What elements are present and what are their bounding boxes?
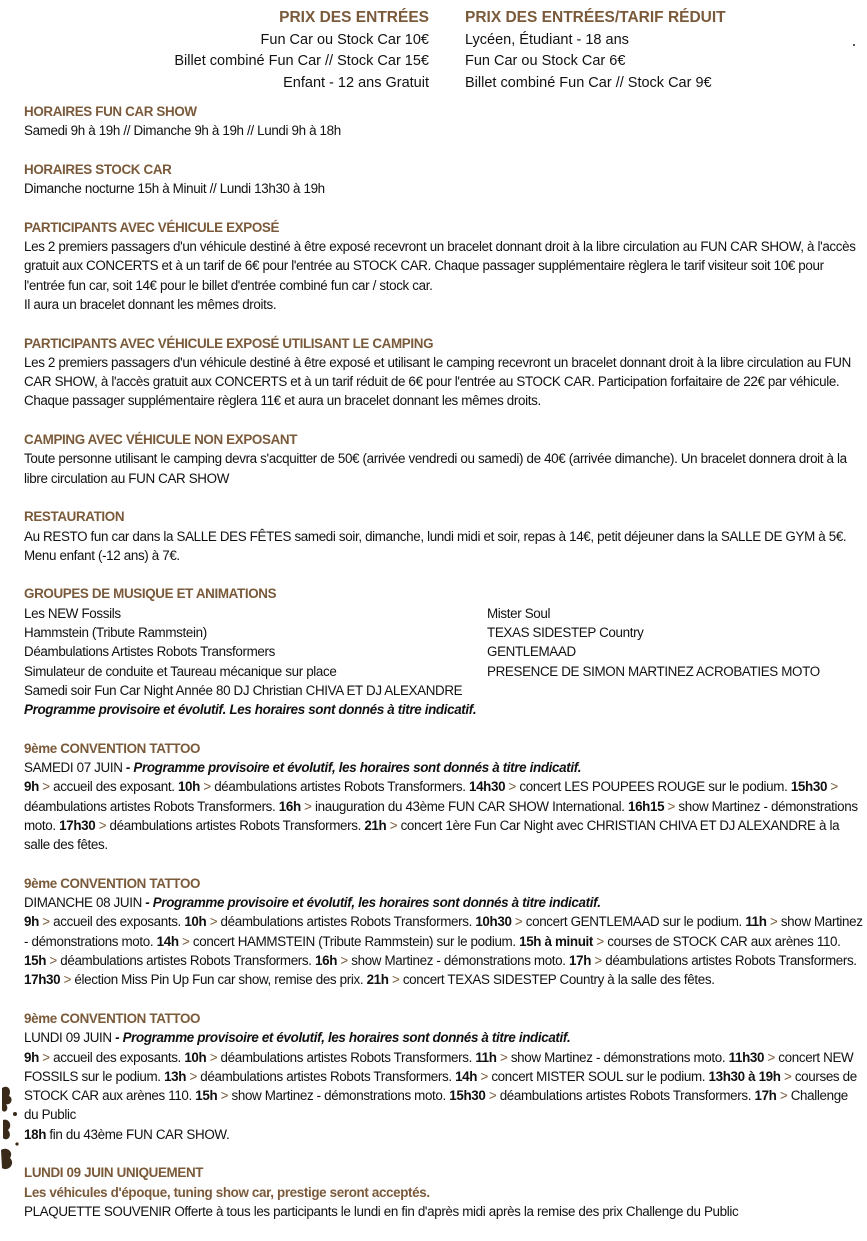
arrow-icon: > (38, 1049, 50, 1065)
schedule-text: concert HAMMSTEIN (Tribute Rammstein) sur le podium. (189, 933, 520, 949)
section-title: RESTAURATION (24, 509, 125, 525)
music-item: Samedi soir Fun Car Night Année 80 DJ Christian CHIVA ET DJ ALEXANDRE (24, 682, 463, 698)
arrow-icon: > (337, 953, 348, 969)
schedule-text: déambulations artistes Robots Transformers. (601, 953, 857, 969)
schedule-text: show Martinez - démonstrations moto. (347, 953, 570, 969)
arrow-icon: > (485, 1088, 497, 1104)
schedule-text: concert LES POUPEES ROUGE sur le podium. (516, 779, 791, 795)
arrow-icon: > (38, 914, 50, 930)
section-title: HORAIRES FUN CAR SHOW (24, 104, 197, 119)
music-item: Hammstein (Tribute Rammstein) (24, 625, 207, 641)
schedule-time: 14h (455, 1068, 478, 1084)
arrow-icon: > (593, 933, 604, 949)
section-title: HORAIRES STOCK CAR (24, 161, 172, 177)
schedule-time: 17h (754, 1088, 777, 1104)
schedule-text: déambulations artistes Robots Transformers. (210, 779, 469, 795)
price-line: Billet combiné Fun Car // Stock Car 9€ (465, 74, 712, 91)
music-item: TEXAS SIDESTEP Country (487, 625, 644, 641)
price-line: Enfant - 12 ans Gratuit (283, 74, 429, 91)
section-text: Samedi 9h à 19h // Dimanche 9h à 19h // Lundi 9h à 18h (24, 123, 341, 139)
music-item: Mister Soul (487, 605, 551, 621)
schedule-time: 15h30 (790, 779, 828, 795)
arrow-icon: > (60, 972, 72, 988)
section-camping-non-exposed (24, 430, 864, 488)
music-row (24, 623, 864, 642)
schedule-time: 10h (177, 779, 200, 795)
schedule-time: 14h30 (468, 779, 506, 795)
music-item: Déambulations Artistes Robots Transformers (24, 644, 275, 660)
schedule-text: déambulations artistes Robots Transformers. (217, 914, 476, 930)
arrow-icon: > (591, 953, 602, 969)
program-note: Programme provisoire et évolutif. Les horaires sont donnés à titre indicatif. (24, 702, 477, 718)
souvenir-line: PLAQUETTE SOUVENIR Offerte à tous les participants le lundi en fin d'après midi après la remise des prix Challenge du Public (24, 1203, 739, 1219)
arrow-icon: > (199, 779, 211, 795)
arrow-icon: > (780, 1068, 792, 1084)
schedule-time: 21h (366, 972, 389, 988)
schedule-time: 10h (184, 914, 207, 930)
arrow-icon: > (827, 779, 838, 795)
program-note: - Programme provisoire et évolutif, les horaires sont donnés à titre indicatif. (122, 760, 582, 776)
schedule-time: 9h (24, 1049, 39, 1065)
section-tattoo-monday (24, 1009, 864, 1144)
arrow-icon: > (186, 1068, 197, 1084)
schedule-time: 17h (569, 953, 592, 969)
schedule-time: 11h (745, 914, 767, 930)
arrow-icon: > (217, 1088, 229, 1104)
price-line: Fun Car ou Stock Car 6€ (465, 53, 626, 69)
section-text: Les 2 premiers passagers d'un véhicule destiné à être exposé recevront un bracelet donnant droit à la libre circulation au FUN CAR SHOW, à l'accès gratuit aux CONCERTS et à un tarif de 6€ pour l'entrée au STOCK CAR. Chaque passager supplémentaire règlera le tarif visiteur soit 10€ pour l'entrée fun car, soit 14€ pour le billet d'entrée combiné fun car / stock car. (24, 239, 856, 293)
program-note: - Programme provisoire et évolutif, les horaires sont donnés à titre indicatif. (141, 895, 601, 911)
price-line: Billet combiné Fun Car // Stock Car 15€ (174, 53, 429, 69)
schedule-time: 21h (364, 817, 387, 833)
schedule-time: 15h (24, 953, 47, 969)
schedule-text: accueil des exposants. (49, 914, 185, 930)
day-label: SAMEDI 07 JUIN (24, 760, 123, 776)
music-item: GENTLEMAAD (487, 644, 576, 660)
section-title: PARTICIPANTS AVEC VÉHICULE EXPOSÉ UTILISANT LE CAMPING (24, 335, 434, 351)
section-text: Dimanche nocturne 15h à Minuit // Lundi 13h30 à 19h (24, 181, 325, 197)
schedule-text: déambulations artistes Robots Transformers. (106, 817, 365, 833)
program-note: - Programme provisoire et évolutif, les horaires sont donnés à titre indicatif. (111, 1030, 571, 1046)
arrow-icon: > (95, 817, 107, 833)
schedule (24, 912, 864, 989)
section-title: 9ème CONVENTION TATTOO (24, 740, 201, 756)
schedule-text: déambulations artistes Robots Transformers. (56, 953, 316, 969)
section-funcar-hours (24, 102, 864, 141)
arrow-icon: > (496, 1049, 508, 1065)
schedule-time: 9h (24, 779, 39, 795)
schedule-text: concert TEXAS SIDESTEP Country à la salle des fêtes. (399, 972, 715, 988)
arrow-icon: > (477, 1068, 488, 1084)
schedule-text: déambulations artistes Robots Transformers. (496, 1088, 755, 1104)
schedule-text: courses de STOCK CAR aux arènes 110. (24, 1068, 857, 1104)
arrow-icon: > (388, 972, 400, 988)
schedule-text: déambulations artistes Robots Transformers. (196, 1068, 456, 1084)
section-title: 9ème CONVENTION TATTOO (24, 1010, 201, 1026)
day-label: DIMANCHE 08 JUIN (24, 895, 142, 911)
schedule-time: 11h30 (728, 1049, 765, 1065)
section-text: Toute personne utilisant le camping devra s'acquitter de 50€ (arrivée vendredi ou samedi) de 40€ (arrivée dimanche). Un bracelet donnera droit à la libre circulation au FUN CAR SHOW (24, 451, 847, 486)
section-title: LUNDI 09 JUIN UNIQUEMENT (24, 1165, 204, 1181)
schedule-text: concert GENTLEMAAD sur le podium. (522, 914, 746, 930)
section-title: CAMPING AVEC VÉHICULE NON EXPOSANT (24, 432, 298, 448)
schedule-time: 15h (195, 1088, 218, 1104)
music-item: Simulateur de conduite et Taureau mécanique sur place (24, 663, 337, 679)
schedule-text: show Martinez - démonstrations moto. (507, 1049, 729, 1065)
schedule-time: 10h30 (475, 914, 512, 930)
schedule-time: 13h (164, 1068, 187, 1084)
day-line (24, 1028, 864, 1047)
music-row (24, 642, 864, 661)
schedule-text: concert NEW FOSSILS sur le podium. (24, 1049, 854, 1084)
arrow-icon: > (664, 798, 676, 814)
info-content (24, 102, 864, 1241)
schedule-time: 15h30 (449, 1088, 486, 1104)
arrow-icon: > (206, 914, 218, 930)
monday-vehicles-line: Les véhicules d'époque, tuning show car, prestige seront acceptés. (24, 1184, 430, 1200)
schedule-time: 16h (278, 798, 301, 814)
schedule-time: 16h15 (627, 798, 665, 814)
schedule-text: show Martinez - démonstrations moto. (24, 798, 858, 833)
schedule-text: accueil des exposants. (49, 1049, 185, 1065)
prices-reduced (465, 7, 726, 94)
schedule-end (24, 1125, 864, 1144)
section-stockcar-hours (24, 160, 864, 199)
arrow-icon: > (511, 914, 523, 930)
schedule-text: accueil des exposant. (49, 779, 178, 795)
schedule-text: concert 1ère Fun Car Night avec CHRISTIAN CHIVA ET DJ ALEXANDRE à la salle des fêtes. (24, 817, 840, 853)
schedule-time: 14h (156, 933, 179, 949)
music-row (24, 604, 864, 623)
section-title: GROUPES DE MUSIQUE ET ANIMATIONS (24, 586, 277, 602)
schedule (24, 777, 864, 854)
schedule-time: 13h30 à 19h (708, 1068, 781, 1084)
arrow-icon: > (46, 953, 57, 969)
schedule-text: show Martinez - démonstrations moto. (24, 914, 863, 949)
arrow-icon: > (505, 779, 517, 795)
schedule-time: 17h30 (59, 817, 96, 833)
schedule-time: 10h (184, 1049, 207, 1065)
stray-dot (853, 44, 855, 46)
arrow-icon: > (766, 914, 778, 930)
schedule-text: déambulations artistes Robots Transformers. (217, 1049, 476, 1065)
schedule-text: déambulations artistes Robots Transformers. (24, 798, 279, 814)
day-label: LUNDI 09 JUIN (24, 1030, 112, 1046)
music-row (24, 662, 864, 681)
schedule-text: inauguration du 43ème FUN CAR SHOW International. (311, 798, 628, 814)
schedule-text: concert MISTER SOUL sur le podium. (487, 1068, 709, 1084)
music-item: PRESENCE DE SIMON MARTINEZ ACROBATIES MOTO (487, 663, 820, 679)
music-item: Les NEW Fossils (24, 605, 121, 621)
schedule (24, 1048, 864, 1125)
schedule-text: show Martinez - démonstrations moto. (228, 1088, 450, 1104)
section-tattoo-saturday (24, 739, 864, 855)
schedule-time: 16h (315, 953, 338, 969)
arrow-icon: > (178, 933, 190, 949)
section-text: Au RESTO fun car dans la SALLE DES FÊTES samedi soir, dimanche, lundi midi et soir, repas à 14€, petit déjeuner dans la SALLE DE GYM à 5€. Menu enfant (-12 ans) à 7€. (24, 528, 847, 563)
schedule-time: 9h (24, 914, 39, 930)
schedule-text: Challenge du Public (24, 1088, 848, 1123)
prices-standard-title: PRIX DES ENTRÉES (279, 9, 429, 26)
schedule-text: fin du 43ème FUN CAR SHOW. (46, 1126, 230, 1142)
schedule-text: courses de STOCK CAR aux arènes 110. (603, 933, 841, 949)
section-text: Les 2 premiers passagers d'un véhicule destiné à être exposé et utilisant le camping recevront un bracelet donnant droit à la libre circulation au FUN CAR SHOW, à l'accès gratuit aux CONCERTS et à un tarif réduit de 6€ pour l'entrée au STOCK CAR. Participation forfaitaire de 22€ par véhicule. Chaque passager supplémentaire règlera 11€ et aura un bracelet donnant les mêmes droits. (24, 354, 851, 409)
price-line: Fun Car ou Stock Car 10€ (260, 31, 429, 48)
arrow-icon: > (776, 1088, 788, 1104)
section-text: Il aura un bracelet donnant les mêmes droits. (24, 296, 277, 312)
ink-splatter-decoration (0, 1080, 22, 1173)
section-music (24, 584, 864, 719)
schedule-time: 18h (24, 1126, 47, 1142)
prices-standard (174, 7, 429, 94)
section-exposed-camping (24, 334, 864, 411)
section-tattoo-sunday (24, 874, 864, 990)
day-line (24, 758, 864, 777)
schedule-time: 15h à minuit (519, 933, 594, 949)
day-line (24, 893, 864, 912)
section-restauration (24, 507, 864, 565)
section-exposed-vehicle (24, 218, 864, 314)
price-line: Lycéen, Étudiant - 18 ans (465, 31, 629, 48)
section-monday-only (24, 1163, 864, 1221)
prices-reduced-title: PRIX DES ENTRÉES/TARIF RÉDUIT (465, 9, 726, 26)
schedule-time: 17h30 (24, 972, 61, 988)
arrow-icon: > (206, 1049, 218, 1065)
schedule-time: 11h (475, 1049, 497, 1065)
arrow-icon: > (38, 779, 50, 795)
section-title: 9ème CONVENTION TATTOO (24, 875, 201, 891)
schedule-text: élection Miss Pin Up Fun car show, remise des prix. (71, 972, 367, 988)
arrow-icon: > (386, 817, 398, 833)
arrow-icon: > (764, 1049, 775, 1065)
section-title: PARTICIPANTS AVEC VÉHICULE EXPOSÉ (24, 219, 280, 235)
arrow-icon: > (300, 798, 312, 814)
